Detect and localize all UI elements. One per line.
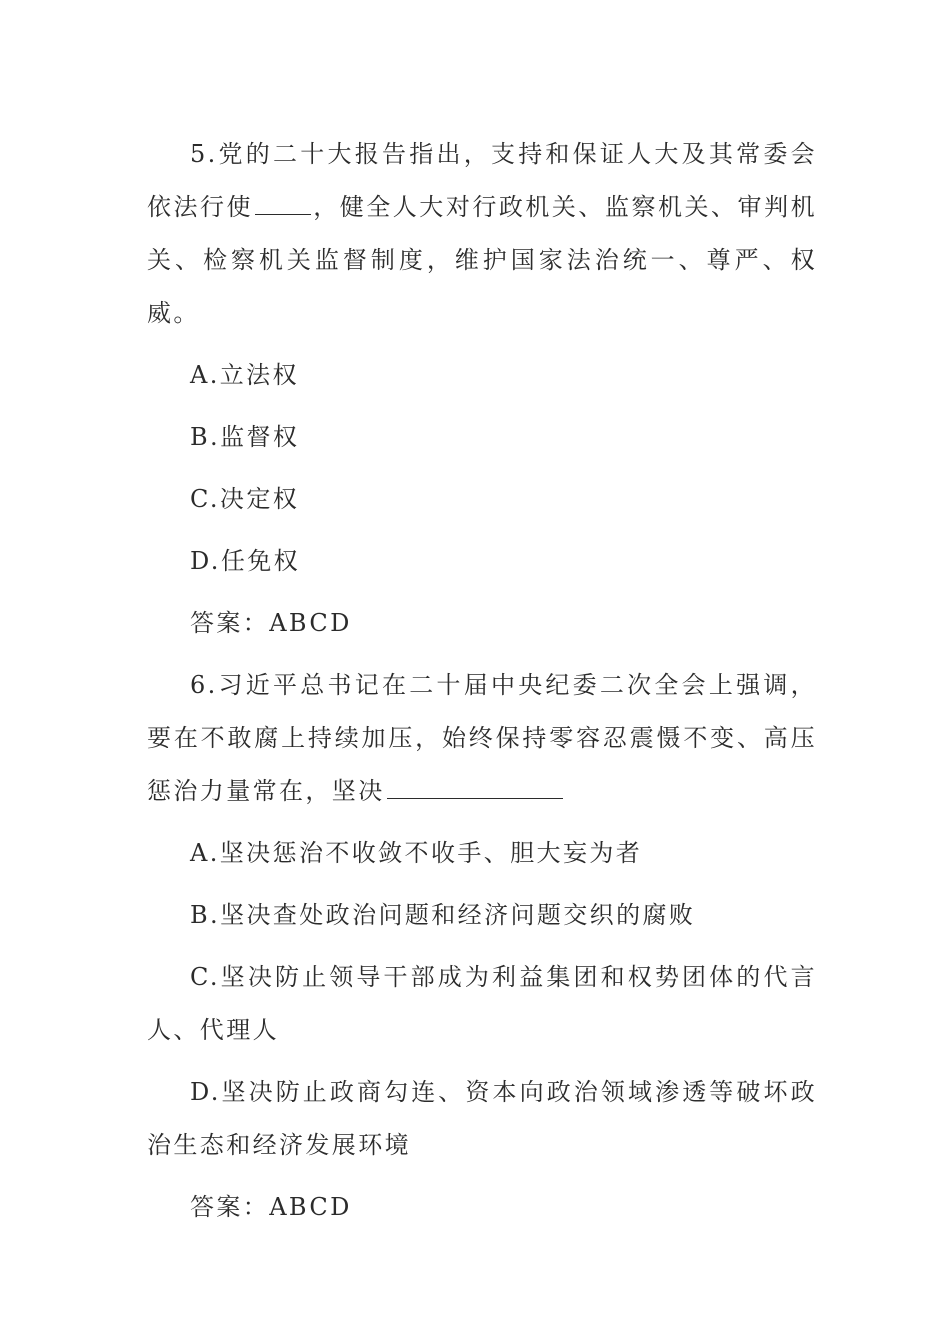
question-5-option-d: D.任免权 <box>190 547 301 575</box>
question-6-answer: 答案：ABCD <box>190 1193 352 1221</box>
document-page <box>147 128 817 1243</box>
question-6-stem <box>147 659 817 818</box>
question-6-option-d: D.坚决防止政商勾连、资本向政治领域渗透等破坏政治生态和经济发展环境 <box>147 1078 817 1159</box>
question-6-stem-before: 6.习近平总书记在二十届中央纪委二次全会上强调，要在不敢腐上持续加压，始终保持零容忍震慑不变、高压惩治力量常在，坚决 <box>147 671 817 805</box>
question-5-option-a: A.立法权 <box>190 361 299 389</box>
question-5-option-b: B.监督权 <box>190 423 300 451</box>
question-5-stem-before: 5.党的二十大报告指出，支持和保证人大及其常委会依法行使 <box>147 140 817 221</box>
question-6-option-a: A.坚决惩治不收敛不收手、胆大妄为者 <box>190 839 643 867</box>
fill-blank <box>387 778 563 799</box>
question-5-stem <box>147 128 817 340</box>
question-6-option-b: B.坚决查处政治问题和经济问题交织的腐败 <box>190 901 696 929</box>
question-6-option-c: C.坚决防止领导干部成为利益集团和权势团体的代言人、代理人 <box>147 963 817 1044</box>
question-5-stem-after: ，健全人大对行政机关、监察机关、审判机关、检察机关监督制度，维护国家法治统一、尊严、权威。 <box>147 193 817 327</box>
fill-blank <box>255 194 311 215</box>
question-5-option-c: C.决定权 <box>190 485 300 513</box>
question-5-answer: 答案：ABCD <box>190 609 352 637</box>
